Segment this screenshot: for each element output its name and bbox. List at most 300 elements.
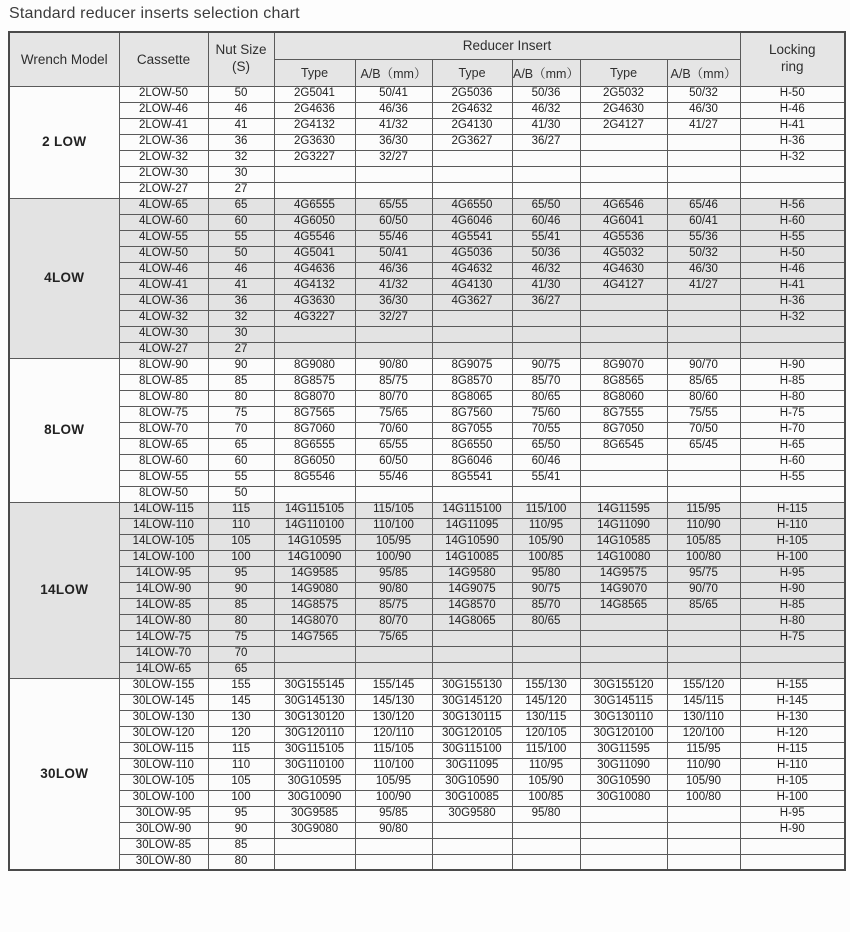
- ab-1-cell: 130/120: [355, 710, 432, 726]
- type-1-cell: [274, 486, 355, 502]
- ab-2-cell: 65/50: [512, 198, 580, 214]
- locking-ring-cell: H-115: [740, 742, 845, 758]
- locking-ring-cell: H-85: [740, 374, 845, 390]
- ab-2-cell: 85/70: [512, 374, 580, 390]
- table-row: [9, 262, 845, 278]
- table-row: [9, 342, 845, 358]
- type-2-cell: 30G145120: [432, 694, 512, 710]
- header-ab-2: A/B（mm）: [512, 59, 580, 86]
- locking-ring-cell: H-55: [740, 470, 845, 486]
- ab-2-cell: 90/75: [512, 358, 580, 374]
- nut-size-cell: 95: [208, 806, 274, 822]
- type-3-cell: [580, 838, 667, 854]
- locking-ring-cell: H-105: [740, 774, 845, 790]
- table-body: [9, 86, 845, 870]
- type-3-cell: 14G8565: [580, 598, 667, 614]
- type-2-cell: 4G6046: [432, 214, 512, 230]
- type-1-cell: [274, 342, 355, 358]
- locking-ring-cell: [740, 166, 845, 182]
- reducer-insert-table: [8, 31, 846, 871]
- ab-1-cell: 80/70: [355, 390, 432, 406]
- type-3-cell: 30G155120: [580, 678, 667, 694]
- locking-ring-cell: [740, 182, 845, 198]
- ab-1-cell: 85/75: [355, 598, 432, 614]
- cassette-cell: 14LOW-95: [119, 566, 208, 582]
- wrench-model-cell: 30LOW: [9, 678, 119, 870]
- ab-2-cell: 50/36: [512, 246, 580, 262]
- ab-1-cell: 110/100: [355, 758, 432, 774]
- type-2-cell: 8G7560: [432, 406, 512, 422]
- cassette-cell: 14LOW-85: [119, 598, 208, 614]
- nut-size-cell: 70: [208, 646, 274, 662]
- cassette-cell: 4LOW-60: [119, 214, 208, 230]
- ab-3-cell: 60/41: [667, 214, 740, 230]
- cassette-cell: 14LOW-115: [119, 502, 208, 518]
- ab-2-cell: [512, 326, 580, 342]
- table-row: [9, 518, 845, 534]
- cassette-cell: 30LOW-130: [119, 710, 208, 726]
- type-1-cell: 4G4132: [274, 278, 355, 294]
- table-row: [9, 422, 845, 438]
- ab-3-cell: [667, 822, 740, 838]
- ab-3-cell: 105/90: [667, 774, 740, 790]
- nut-size-cell: 130: [208, 710, 274, 726]
- type-1-cell: [274, 662, 355, 678]
- ab-1-cell: [355, 854, 432, 870]
- ab-2-cell: [512, 646, 580, 662]
- table-row: [9, 246, 845, 262]
- table-row: [9, 182, 845, 198]
- locking-ring-cell: [740, 326, 845, 342]
- type-1-cell: 30G9080: [274, 822, 355, 838]
- locking-ring-cell: H-60: [740, 214, 845, 230]
- type-1-cell: 8G5546: [274, 470, 355, 486]
- nut-size-cell: 41: [208, 118, 274, 134]
- nut-size-cell: 105: [208, 534, 274, 550]
- nut-size-cell: 100: [208, 550, 274, 566]
- type-2-cell: 30G155130: [432, 678, 512, 694]
- locking-ring-cell: H-90: [740, 358, 845, 374]
- locking-ring-cell: [740, 646, 845, 662]
- type-1-cell: 14G8070: [274, 614, 355, 630]
- type-3-cell: [580, 182, 667, 198]
- locking-ring-cell: H-115: [740, 502, 845, 518]
- type-2-cell: [432, 662, 512, 678]
- ab-1-cell: [355, 326, 432, 342]
- ab-1-cell: 55/46: [355, 230, 432, 246]
- ab-3-cell: [667, 630, 740, 646]
- ab-1-cell: 36/30: [355, 134, 432, 150]
- type-3-cell: 8G9070: [580, 358, 667, 374]
- type-1-cell: 30G110100: [274, 758, 355, 774]
- table-row: [9, 198, 845, 214]
- ab-1-cell: [355, 182, 432, 198]
- type-1-cell: [274, 854, 355, 870]
- type-1-cell: 4G6050: [274, 214, 355, 230]
- cassette-cell: 4LOW-32: [119, 310, 208, 326]
- locking-ring-cell: H-36: [740, 134, 845, 150]
- cassette-cell: 8LOW-75: [119, 406, 208, 422]
- header-type-1: Type: [274, 59, 355, 86]
- wrench-model-cell: 4LOW: [9, 198, 119, 358]
- table-row: [9, 454, 845, 470]
- type-2-cell: [432, 822, 512, 838]
- ab-1-cell: 90/80: [355, 582, 432, 598]
- header-wrench-model: Wrench Model: [9, 32, 119, 86]
- table-row: [9, 358, 845, 374]
- locking-ring-cell: H-60: [740, 454, 845, 470]
- table-row: [9, 86, 845, 102]
- ab-3-cell: [667, 838, 740, 854]
- ab-2-cell: [512, 166, 580, 182]
- header-reducer-insert: Reducer Insert: [274, 32, 740, 59]
- ab-3-cell: [667, 486, 740, 502]
- ab-2-cell: 60/46: [512, 454, 580, 470]
- ab-2-cell: [512, 182, 580, 198]
- locking-ring-cell: H-95: [740, 566, 845, 582]
- type-2-cell: 30G115100: [432, 742, 512, 758]
- ab-2-cell: 105/90: [512, 774, 580, 790]
- header-locking-ring-line1: Locking: [768, 42, 816, 58]
- type-2-cell: 14G9075: [432, 582, 512, 598]
- type-3-cell: [580, 134, 667, 150]
- table-row: [9, 678, 845, 694]
- ab-1-cell: 50/41: [355, 246, 432, 262]
- locking-ring-cell: H-100: [740, 550, 845, 566]
- type-2-cell: [432, 854, 512, 870]
- ab-2-cell: [512, 630, 580, 646]
- ab-1-cell: [355, 166, 432, 182]
- nut-size-cell: 90: [208, 358, 274, 374]
- type-2-cell: 30G11095: [432, 758, 512, 774]
- type-3-cell: 8G8060: [580, 390, 667, 406]
- ab-1-cell: 90/80: [355, 822, 432, 838]
- ab-1-cell: 36/30: [355, 294, 432, 310]
- ab-3-cell: 100/80: [667, 550, 740, 566]
- type-3-cell: [580, 854, 667, 870]
- nut-size-cell: 110: [208, 758, 274, 774]
- ab-2-cell: [512, 854, 580, 870]
- ab-2-cell: 100/85: [512, 550, 580, 566]
- table-row: [9, 118, 845, 134]
- ab-1-cell: [355, 838, 432, 854]
- cassette-cell: 2LOW-32: [119, 150, 208, 166]
- nut-size-cell: 36: [208, 294, 274, 310]
- ab-2-cell: 55/41: [512, 230, 580, 246]
- table-row: [9, 614, 845, 630]
- table-row: [9, 758, 845, 774]
- table-row: [9, 294, 845, 310]
- type-1-cell: 8G8070: [274, 390, 355, 406]
- ab-1-cell: 60/50: [355, 214, 432, 230]
- type-2-cell: 4G3627: [432, 294, 512, 310]
- ab-2-cell: 115/100: [512, 502, 580, 518]
- ab-1-cell: 46/36: [355, 102, 432, 118]
- ab-2-cell: 70/55: [512, 422, 580, 438]
- ab-3-cell: [667, 294, 740, 310]
- type-1-cell: 14G9585: [274, 566, 355, 582]
- ab-3-cell: [667, 166, 740, 182]
- type-2-cell: 14G115100: [432, 502, 512, 518]
- type-3-cell: 2G5032: [580, 86, 667, 102]
- nut-size-cell: 75: [208, 406, 274, 422]
- nut-size-cell: 36: [208, 134, 274, 150]
- type-2-cell: 4G5541: [432, 230, 512, 246]
- table-row: [9, 630, 845, 646]
- type-3-cell: 4G4127: [580, 278, 667, 294]
- table-row: [9, 806, 845, 822]
- table-row: [9, 582, 845, 598]
- type-3-cell: [580, 150, 667, 166]
- nut-size-cell: 50: [208, 246, 274, 262]
- type-1-cell: 30G115105: [274, 742, 355, 758]
- type-3-cell: [580, 486, 667, 502]
- table-row: [9, 822, 845, 838]
- ab-3-cell: 145/115: [667, 694, 740, 710]
- ab-3-cell: 100/80: [667, 790, 740, 806]
- type-1-cell: 14G8575: [274, 598, 355, 614]
- nut-size-cell: 65: [208, 662, 274, 678]
- ab-2-cell: 80/65: [512, 390, 580, 406]
- type-2-cell: 2G5036: [432, 86, 512, 102]
- type-2-cell: [432, 342, 512, 358]
- nut-size-cell: 85: [208, 598, 274, 614]
- ab-1-cell: 50/41: [355, 86, 432, 102]
- cassette-cell: 2LOW-41: [119, 118, 208, 134]
- ab-3-cell: 130/110: [667, 710, 740, 726]
- type-3-cell: 30G10080: [580, 790, 667, 806]
- type-1-cell: 4G6555: [274, 198, 355, 214]
- locking-ring-cell: H-70: [740, 422, 845, 438]
- ab-1-cell: 70/60: [355, 422, 432, 438]
- ab-3-cell: 95/75: [667, 566, 740, 582]
- cassette-cell: 8LOW-70: [119, 422, 208, 438]
- nut-size-cell: 32: [208, 150, 274, 166]
- ab-2-cell: 95/80: [512, 806, 580, 822]
- type-1-cell: 8G7565: [274, 406, 355, 422]
- locking-ring-cell: H-145: [740, 694, 845, 710]
- type-1-cell: 14G110100: [274, 518, 355, 534]
- header-ab-1: A/B（mm）: [355, 59, 432, 86]
- type-3-cell: 30G11090: [580, 758, 667, 774]
- ab-3-cell: 55/36: [667, 230, 740, 246]
- ab-2-cell: 41/30: [512, 118, 580, 134]
- type-1-cell: [274, 838, 355, 854]
- ab-3-cell: 105/85: [667, 534, 740, 550]
- type-3-cell: [580, 310, 667, 326]
- cassette-cell: 8LOW-60: [119, 454, 208, 470]
- type-1-cell: 30G120110: [274, 726, 355, 742]
- locking-ring-cell: H-41: [740, 118, 845, 134]
- type-3-cell: [580, 326, 667, 342]
- table-row: [9, 790, 845, 806]
- type-3-cell: 14G9070: [580, 582, 667, 598]
- ab-3-cell: [667, 662, 740, 678]
- ab-2-cell: 41/30: [512, 278, 580, 294]
- locking-ring-cell: H-100: [740, 790, 845, 806]
- ab-2-cell: 75/60: [512, 406, 580, 422]
- locking-ring-cell: H-46: [740, 102, 845, 118]
- cassette-cell: 2LOW-50: [119, 86, 208, 102]
- type-2-cell: [432, 646, 512, 662]
- ab-1-cell: 115/105: [355, 742, 432, 758]
- cassette-cell: 8LOW-90: [119, 358, 208, 374]
- ab-2-cell: 36/27: [512, 294, 580, 310]
- table-row: [9, 854, 845, 870]
- table-row: [9, 102, 845, 118]
- ab-3-cell: [667, 134, 740, 150]
- cassette-cell: 2LOW-36: [119, 134, 208, 150]
- ab-1-cell: 100/90: [355, 550, 432, 566]
- cassette-cell: 8LOW-85: [119, 374, 208, 390]
- nut-size-cell: 50: [208, 486, 274, 502]
- nut-size-cell: 27: [208, 342, 274, 358]
- type-2-cell: 4G5036: [432, 246, 512, 262]
- cassette-cell: 8LOW-50: [119, 486, 208, 502]
- locking-ring-cell: [740, 838, 845, 854]
- cassette-cell: 2LOW-46: [119, 102, 208, 118]
- locking-ring-cell: H-32: [740, 310, 845, 326]
- type-2-cell: 2G4130: [432, 118, 512, 134]
- ab-2-cell: 36/27: [512, 134, 580, 150]
- ab-2-cell: [512, 310, 580, 326]
- ab-3-cell: 115/95: [667, 502, 740, 518]
- type-1-cell: 8G9080: [274, 358, 355, 374]
- type-3-cell: [580, 342, 667, 358]
- nut-size-cell: 50: [208, 86, 274, 102]
- cassette-cell: 14LOW-75: [119, 630, 208, 646]
- locking-ring-cell: [740, 854, 845, 870]
- ab-1-cell: 155/145: [355, 678, 432, 694]
- ab-1-cell: 95/85: [355, 806, 432, 822]
- locking-ring-cell: H-95: [740, 806, 845, 822]
- locking-ring-cell: H-120: [740, 726, 845, 742]
- locking-ring-cell: H-110: [740, 758, 845, 774]
- cassette-cell: 30LOW-95: [119, 806, 208, 822]
- ab-3-cell: [667, 326, 740, 342]
- ab-1-cell: 105/95: [355, 774, 432, 790]
- type-3-cell: 30G10590: [580, 774, 667, 790]
- table-row: [9, 134, 845, 150]
- table-row: [9, 502, 845, 518]
- type-3-cell: [580, 454, 667, 470]
- type-2-cell: 14G9580: [432, 566, 512, 582]
- cassette-cell: 14LOW-105: [119, 534, 208, 550]
- nut-size-cell: 105: [208, 774, 274, 790]
- type-1-cell: 4G4636: [274, 262, 355, 278]
- type-2-cell: 4G4130: [432, 278, 512, 294]
- ab-3-cell: [667, 310, 740, 326]
- table-row: [9, 566, 845, 582]
- type-3-cell: 8G6545: [580, 438, 667, 454]
- type-2-cell: 8G8570: [432, 374, 512, 390]
- ab-1-cell: 41/32: [355, 118, 432, 134]
- nut-size-cell: 115: [208, 502, 274, 518]
- nut-size-cell: 30: [208, 166, 274, 182]
- ab-2-cell: [512, 150, 580, 166]
- type-1-cell: 4G5041: [274, 246, 355, 262]
- type-2-cell: 2G3627: [432, 134, 512, 150]
- type-3-cell: [580, 614, 667, 630]
- cassette-cell: 4LOW-30: [119, 326, 208, 342]
- table-row: [9, 742, 845, 758]
- header-nut-size-line2: (S): [232, 59, 250, 75]
- type-2-cell: [432, 486, 512, 502]
- cassette-cell: 30LOW-85: [119, 838, 208, 854]
- nut-size-cell: 80: [208, 854, 274, 870]
- type-3-cell: [580, 470, 667, 486]
- ab-2-cell: 155/130: [512, 678, 580, 694]
- cassette-cell: 2LOW-30: [119, 166, 208, 182]
- type-1-cell: 8G6050: [274, 454, 355, 470]
- type-3-cell: 14G11090: [580, 518, 667, 534]
- cassette-cell: 30LOW-90: [119, 822, 208, 838]
- ab-3-cell: 110/90: [667, 758, 740, 774]
- table-row: [9, 166, 845, 182]
- type-2-cell: 8G8065: [432, 390, 512, 406]
- nut-size-cell: 85: [208, 838, 274, 854]
- type-1-cell: 4G3630: [274, 294, 355, 310]
- type-3-cell: 4G6546: [580, 198, 667, 214]
- table-row: [9, 278, 845, 294]
- type-2-cell: [432, 838, 512, 854]
- cassette-cell: 30LOW-120: [119, 726, 208, 742]
- type-3-cell: [580, 806, 667, 822]
- cassette-cell: 8LOW-80: [119, 390, 208, 406]
- cassette-cell: 30LOW-100: [119, 790, 208, 806]
- type-3-cell: 14G9575: [580, 566, 667, 582]
- type-3-cell: 4G5536: [580, 230, 667, 246]
- type-2-cell: 4G4632: [432, 262, 512, 278]
- cassette-cell: 2LOW-27: [119, 182, 208, 198]
- ab-3-cell: 41/27: [667, 278, 740, 294]
- cassette-cell: 4LOW-41: [119, 278, 208, 294]
- locking-ring-cell: H-80: [740, 614, 845, 630]
- ab-3-cell: 115/95: [667, 742, 740, 758]
- ab-3-cell: [667, 470, 740, 486]
- type-3-cell: [580, 662, 667, 678]
- type-1-cell: 2G5041: [274, 86, 355, 102]
- locking-ring-cell: H-155: [740, 678, 845, 694]
- table-row: [9, 310, 845, 326]
- ab-1-cell: 32/27: [355, 150, 432, 166]
- ab-2-cell: 105/90: [512, 534, 580, 550]
- nut-size-cell: 70: [208, 422, 274, 438]
- ab-1-cell: 65/55: [355, 198, 432, 214]
- ab-2-cell: 46/32: [512, 262, 580, 278]
- nut-size-cell: 110: [208, 518, 274, 534]
- type-1-cell: 8G8575: [274, 374, 355, 390]
- ab-1-cell: 85/75: [355, 374, 432, 390]
- ab-3-cell: 50/32: [667, 86, 740, 102]
- ab-1-cell: 120/110: [355, 726, 432, 742]
- ab-1-cell: [355, 486, 432, 502]
- header-type-3: Type: [580, 59, 667, 86]
- type-1-cell: 2G3227: [274, 150, 355, 166]
- cassette-cell: 8LOW-65: [119, 438, 208, 454]
- ab-3-cell: [667, 342, 740, 358]
- ab-3-cell: [667, 454, 740, 470]
- type-2-cell: [432, 630, 512, 646]
- locking-ring-cell: H-75: [740, 630, 845, 646]
- locking-ring-cell: H-75: [740, 406, 845, 422]
- locking-ring-cell: [740, 486, 845, 502]
- type-3-cell: 4G6041: [580, 214, 667, 230]
- ab-2-cell: 60/46: [512, 214, 580, 230]
- type-2-cell: 30G10085: [432, 790, 512, 806]
- type-1-cell: 30G10090: [274, 790, 355, 806]
- cassette-cell: 14LOW-110: [119, 518, 208, 534]
